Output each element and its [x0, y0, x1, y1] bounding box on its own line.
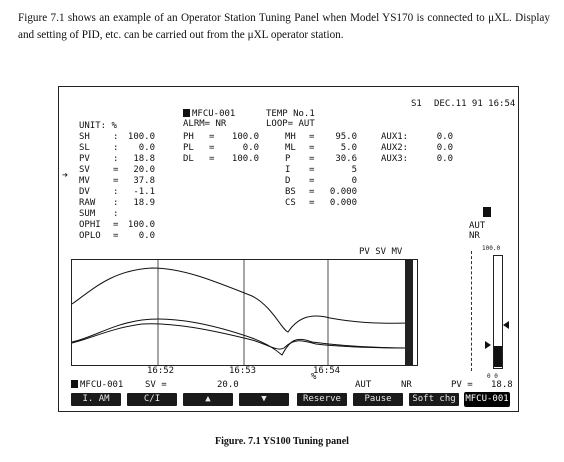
left-param-separator: = — [113, 176, 119, 186]
bar-sv-marker-icon — [485, 341, 491, 349]
softkey-auto-manual[interactable]: I. AM — [71, 393, 121, 406]
intro-paragraph: Figure 7.1 shows an example of an Operator Station Tuning Panel when Model YS170 is connected to μXL. Display and setting of PID, etc. can be carried out from the μXL operator station. — [18, 12, 550, 41]
pid-param-label: BS — [285, 187, 296, 197]
tag-marker-icon — [183, 109, 190, 117]
tag-name — [183, 109, 235, 119]
pid-param-value: 5 — [351, 165, 357, 175]
pid-param-label: ML — [285, 143, 296, 153]
pid-param-value: 95.0 — [335, 132, 357, 142]
pid-param-separator: = — [309, 154, 315, 164]
bar-alarm: NR — [469, 231, 480, 241]
aux-param-label: AUX2: — [381, 143, 409, 153]
left-param-separator: : — [113, 132, 119, 142]
alarm-param-label: DL — [183, 154, 194, 164]
softkey-cascade[interactable]: C/I — [127, 393, 177, 406]
aux-param-label: AUX1: — [381, 132, 409, 142]
temp-no: TEMP No.1 — [266, 109, 315, 119]
alarm-param-value: 100.0 — [231, 132, 259, 142]
softkey-reserve[interactable]: Reserve — [297, 393, 347, 406]
alarm-param-separator: = — [209, 154, 215, 164]
left-param-value: 100.0 — [127, 132, 155, 142]
time-label-1654: 16:54 — [313, 366, 341, 376]
left-param-value: 100.0 — [127, 220, 155, 230]
time-label-1652: 16:52 — [147, 366, 175, 376]
pid-param-label: P — [285, 154, 291, 164]
bar-scale-tick — [471, 251, 473, 371]
bottom-tag-text: MFCU-001 — [80, 380, 124, 390]
left-param-separator: : — [113, 154, 119, 164]
alarm-param-value: 0.0 — [242, 143, 259, 153]
pid-param-separator: = — [309, 132, 315, 142]
loop-status: LOOP= AUT — [266, 119, 315, 129]
pid-param-label: D — [285, 176, 291, 186]
left-param-value: 37.8 — [133, 176, 155, 186]
bar-top-label: 100.0 — [482, 245, 501, 252]
figure-caption: Figure. 7.1 YS100 Tuning panel — [215, 436, 349, 447]
left-param-label: DV — [79, 187, 90, 197]
pid-param-value: 0.000 — [329, 198, 357, 208]
pid-param-label: MH — [285, 132, 296, 142]
trend-scroll-bar — [405, 259, 413, 365]
bottom-sv-label: SV = — [145, 380, 167, 390]
left-param-separator: : — [113, 143, 119, 153]
softkey-tag-select[interactable]: MFCU-001 — [465, 394, 509, 404]
left-param-value: 18.8 — [133, 154, 155, 164]
softkey-bar — [71, 393, 511, 407]
trend-svg — [72, 260, 417, 365]
aux-param-label: AUX3: — [381, 154, 409, 164]
left-param-label: SUM — [79, 209, 96, 219]
bottom-unit: % — [311, 372, 317, 382]
left-param-separator: : — [113, 187, 119, 197]
pid-param-label: CS — [285, 198, 296, 208]
left-param-label: OPLO — [79, 231, 101, 241]
alarm-param-value: 100.0 — [231, 154, 259, 164]
softkey-pause[interactable]: Pause — [353, 393, 403, 406]
left-param-separator: = — [113, 165, 119, 175]
trend-mv-line — [72, 268, 412, 332]
softkey-soft-chg[interactable]: Soft chg — [409, 393, 459, 406]
bottom-sv-value: 20.0 — [217, 380, 239, 390]
aux-param-value: 0.0 — [436, 154, 453, 164]
bottom-pv-value: 18.8 — [491, 380, 513, 390]
pid-param-separator: = — [309, 143, 315, 153]
pid-param-value: 0.000 — [329, 187, 357, 197]
unit-label: UNIT: % — [79, 121, 117, 131]
left-param-label: SH — [79, 132, 90, 142]
alarm-param-separator: = — [209, 132, 215, 142]
softkey-up-button[interactable]: ▲ — [183, 393, 233, 406]
pid-param-separator: = — [309, 176, 315, 186]
tag-name-text: MFCU-001 — [192, 109, 236, 119]
pid-param-label: I — [285, 165, 291, 175]
date-time: DEC.11 91 16:54 — [434, 99, 516, 109]
tuning-panel-screen — [58, 86, 519, 412]
left-param-separator: : — [113, 209, 119, 219]
trend-pv-line — [72, 324, 412, 349]
aux-param-value: 0.0 — [436, 143, 453, 153]
selection-arrow-icon: ➔ — [62, 170, 69, 181]
pid-param-value: 30.6 — [335, 154, 357, 164]
bottom-pv-label: PV = — [451, 380, 473, 390]
pid-param-separator: = — [309, 198, 315, 208]
left-param-label: MV — [79, 176, 90, 186]
aux-param-value: 0.0 — [436, 132, 453, 142]
left-param-separator: = — [113, 220, 119, 230]
bar-pv-fill — [494, 346, 502, 367]
trend-graph — [71, 259, 418, 366]
left-param-value: 20.0 — [133, 165, 155, 175]
trend-sv-line — [72, 319, 412, 355]
left-param-label: SL — [79, 143, 90, 153]
bottom-mode: AUT — [355, 380, 372, 390]
pid-param-separator: = — [309, 187, 315, 197]
left-param-value: -1.1 — [133, 187, 155, 197]
left-param-label: OPHI — [79, 220, 101, 230]
bottom-alarm: NR — [401, 380, 412, 390]
trend-legend: PV SV MV — [359, 247, 403, 257]
station-id: S1 — [411, 99, 422, 109]
left-param-value: 18.9 — [133, 198, 155, 208]
left-param-label: RAW — [79, 198, 96, 208]
left-param-separator: : — [113, 198, 119, 208]
left-param-value: 0.0 — [138, 231, 155, 241]
bar-bottom-label: 0 0 — [487, 373, 498, 380]
bottom-tag — [71, 380, 123, 390]
bar-mode-marker-icon — [483, 207, 493, 219]
pid-param-value: 0 — [351, 176, 357, 186]
softkey-down-button[interactable]: ▼ — [239, 393, 289, 406]
pid-param-value: 5.0 — [340, 143, 357, 153]
bar-mode: AUT — [469, 221, 486, 231]
left-param-separator: = — [113, 231, 119, 241]
left-param-value: 0.0 — [138, 143, 155, 153]
left-param-label: PV — [79, 154, 90, 164]
alarm-status: ALRM= NR — [183, 119, 227, 129]
bar-mv-marker-icon — [503, 321, 509, 329]
left-param-label: SV — [79, 165, 90, 175]
alarm-param-label: PH — [183, 132, 194, 142]
alarm-param-label: PL — [183, 143, 194, 153]
pid-param-separator: = — [309, 165, 315, 175]
time-label-1653: 16:53 — [229, 366, 257, 376]
alarm-param-separator: = — [209, 143, 215, 153]
